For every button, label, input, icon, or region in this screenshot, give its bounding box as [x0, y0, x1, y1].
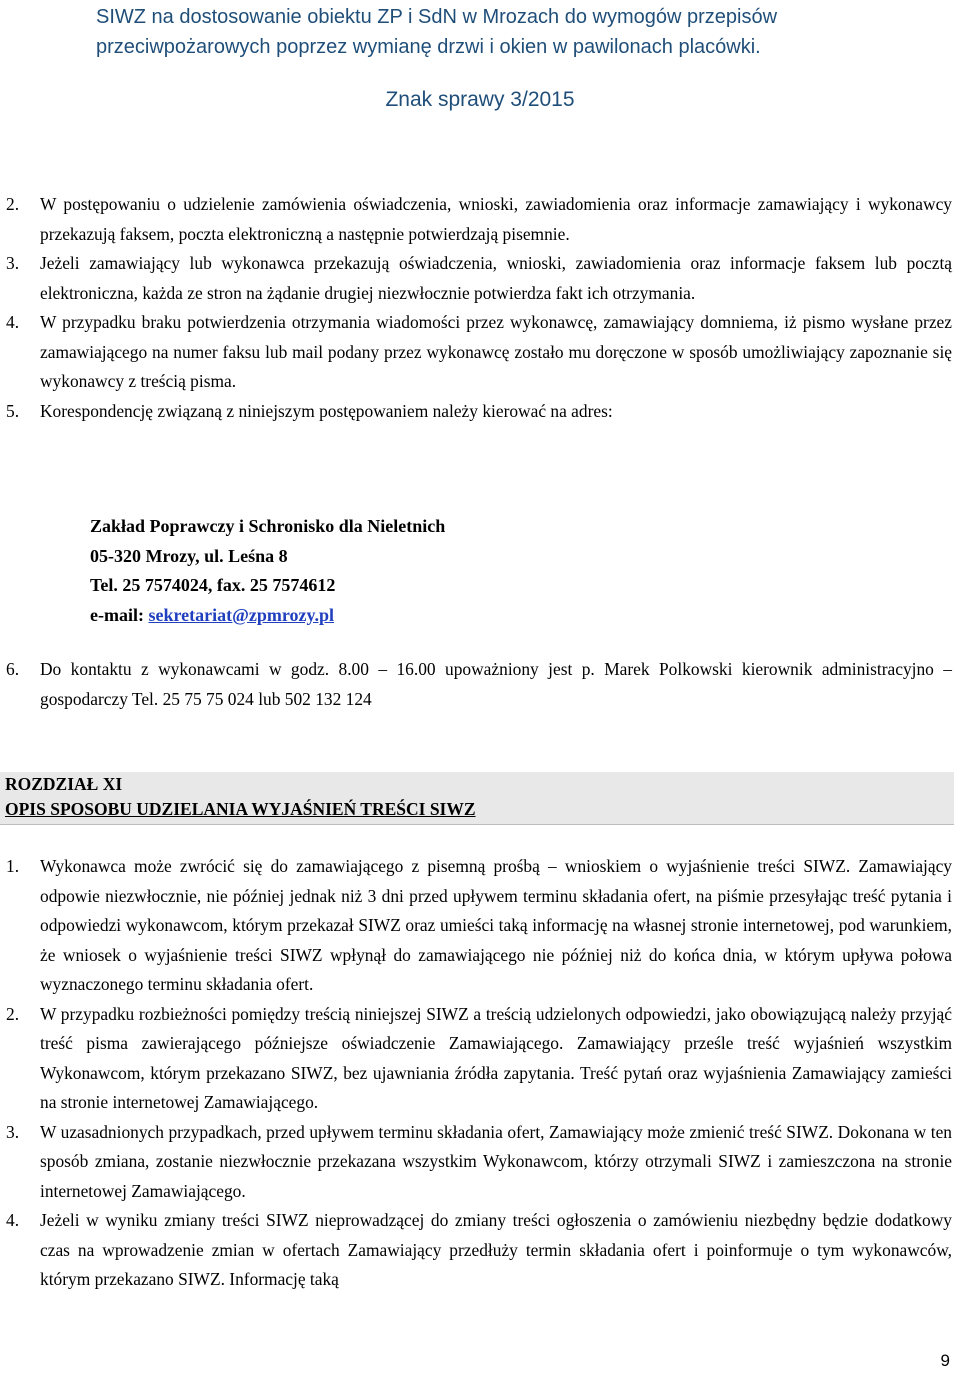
list-item [4, 852, 952, 1000]
list-item [4, 1118, 952, 1207]
list-item [4, 190, 952, 249]
item-text: W uzasadnionych przypadkach, przed upływem terminu składania ofert, Zamawiający może zmienić treść SIWZ. Dokonana w ten sposób zmiana, zostanie niezwłocznie przekazana wszystkim Wykonawcom, którzy otrzymali SIWZ i zamieszczona na stronie internetowej Zamawiającego. [40, 1121, 952, 1201]
header-line-2: przeciwpożarowych poprzez wymianę drzwi i okien w pawilonach placówki. [96, 36, 761, 58]
list-item [4, 308, 952, 397]
item-number: 5. [6, 400, 20, 421]
list-item [4, 249, 952, 308]
page-number: 9 [940, 1351, 950, 1370]
item-text: Jeżeli w wyniku zmiany treści SIWZ nieprowadzącej do zmiany treści ogłoszenia o zamówieniu niezbędny będzie dodatkowy czas na wprowadzenie zmian w ofertach Zamawiający przedłuży termin składania ofert i poinformuje o tym wykonawców, którym przekazano SIWZ. Informację taką [40, 1210, 952, 1289]
street-address: 05-320 Mrozy, ul. Leśna 8 [90, 545, 288, 566]
email-label: e-mail: [90, 604, 149, 625]
list-item [4, 1206, 952, 1295]
contact-address [90, 512, 445, 630]
section-a-list [4, 190, 952, 426]
item-number: 3. [6, 1121, 20, 1142]
list-item [4, 1000, 952, 1118]
institution-name: Zakład Poprawczy i Schronisko dla Nieletnich [90, 516, 446, 536]
item-number: 2. [6, 194, 20, 214]
section-b-list [4, 655, 952, 714]
item-text: Jeżeli zamawiający lub wykonawca przekazują oświadczenia, wnioski, zawiadomienia oraz informacje faksem lub pocztą elektroniczna, każda ze stron na żądanie drugiej niezwłocznie potwierdza fakt ich otrzymania. [40, 253, 952, 303]
email-line [90, 601, 445, 631]
header-line-1: SIWZ na dostosowanie obiektu ZP i SdN w Mrozach do wymogów przepisów [96, 6, 778, 28]
case-number: Znak sprawy 3/2015 [385, 88, 575, 111]
chapter-number: ROZDZIAŁ XI [5, 774, 123, 794]
chapter-title: OPIS SPOSOBU UDZIELANIA WYJAŚNIEŃ TREŚCI SIWZ [5, 799, 476, 819]
item-number: 1. [6, 856, 20, 876]
phone-fax: Tel. 25 7574024, fax. 25 7574612 [90, 575, 336, 595]
item-text: W przypadku rozbieżności pomiędzy treścią niniejszej SIWZ a treścią udzielonych odpowiedzi, jako obowiązującą należy przyjąć treść pisma zawierającego późniejsze oświadczenie Zamawiającego. Zamawiający prześle treść wyjaśnień wszystkim Wykonawcom, którym przekazano SIWZ, bez ujawniania źródła zapytania. Treść pytań oraz wyjaśnienia Zamawiający zamieści na stronie internetowej Zamawiającego. [40, 1003, 952, 1112]
item-number: 2. [6, 1003, 20, 1024]
item-text: Korespondencję związaną z niniejszym postępowaniem należy kierować na adres: [40, 400, 613, 421]
item-number: 3. [6, 253, 20, 273]
email-link[interactable]: sekretariat@zpmrozy.pl [148, 604, 335, 625]
item-text: W przypadku braku potwierdzenia otrzymania wiadomości przez wykonawcę, zamawiający domniema, iż pismo wysłane przez zamawiającego na numer faksu lub mail podany przez wykonawcę zostało mu doręczone w sposób umożliwiający zapoznanie się wykonawcy z treścią pisma. [40, 312, 952, 391]
item-number: 4. [6, 312, 20, 332]
item-text: Wykonawca może zwrócić się do zamawiającego z pisemną prośbą – wnioskiem o wyjaśnienie treści SIWZ. Zamawiający odpowie niezwłocznie, nie później jednak niż 3 dni przed upływem terminu składania ofert, na piśmie przesyłając treść pytania i odpowiedzi wykonawcom, którym przekazał SIWZ oraz umieści taką informację na własnej stronie internetowej, pod warunkiem, że wniosek o wyjaśnienie treści SIWZ wpłynął do zamawiającego nie później niż do końca dnia, w którym upływa połowa wyznaczonego terminu składania ofert. [40, 856, 952, 994]
item-number: 4. [6, 1210, 20, 1230]
list-item [4, 397, 952, 427]
list-item [4, 655, 952, 714]
section-c-list [4, 852, 952, 1295]
item-number: 6. [6, 659, 20, 679]
chapter-heading [0, 772, 954, 825]
item-text: W postępowaniu o udzielenie zamówienia oświadczenia, wnioski, zawiadomienia oraz informacje zamawiający i wykonawcy przekazują faksem, poczta elektroniczną a następnie potwierdzają pisemnie. [40, 194, 952, 244]
item-text: Do kontaktu z wykonawcami w godz. 8.00 – 16.00 upoważniony jest p. Marek Polkowski kierownik administracyjno – gospodarczy Tel. 25 75 75 024 lub 502 132 124 [40, 659, 952, 709]
